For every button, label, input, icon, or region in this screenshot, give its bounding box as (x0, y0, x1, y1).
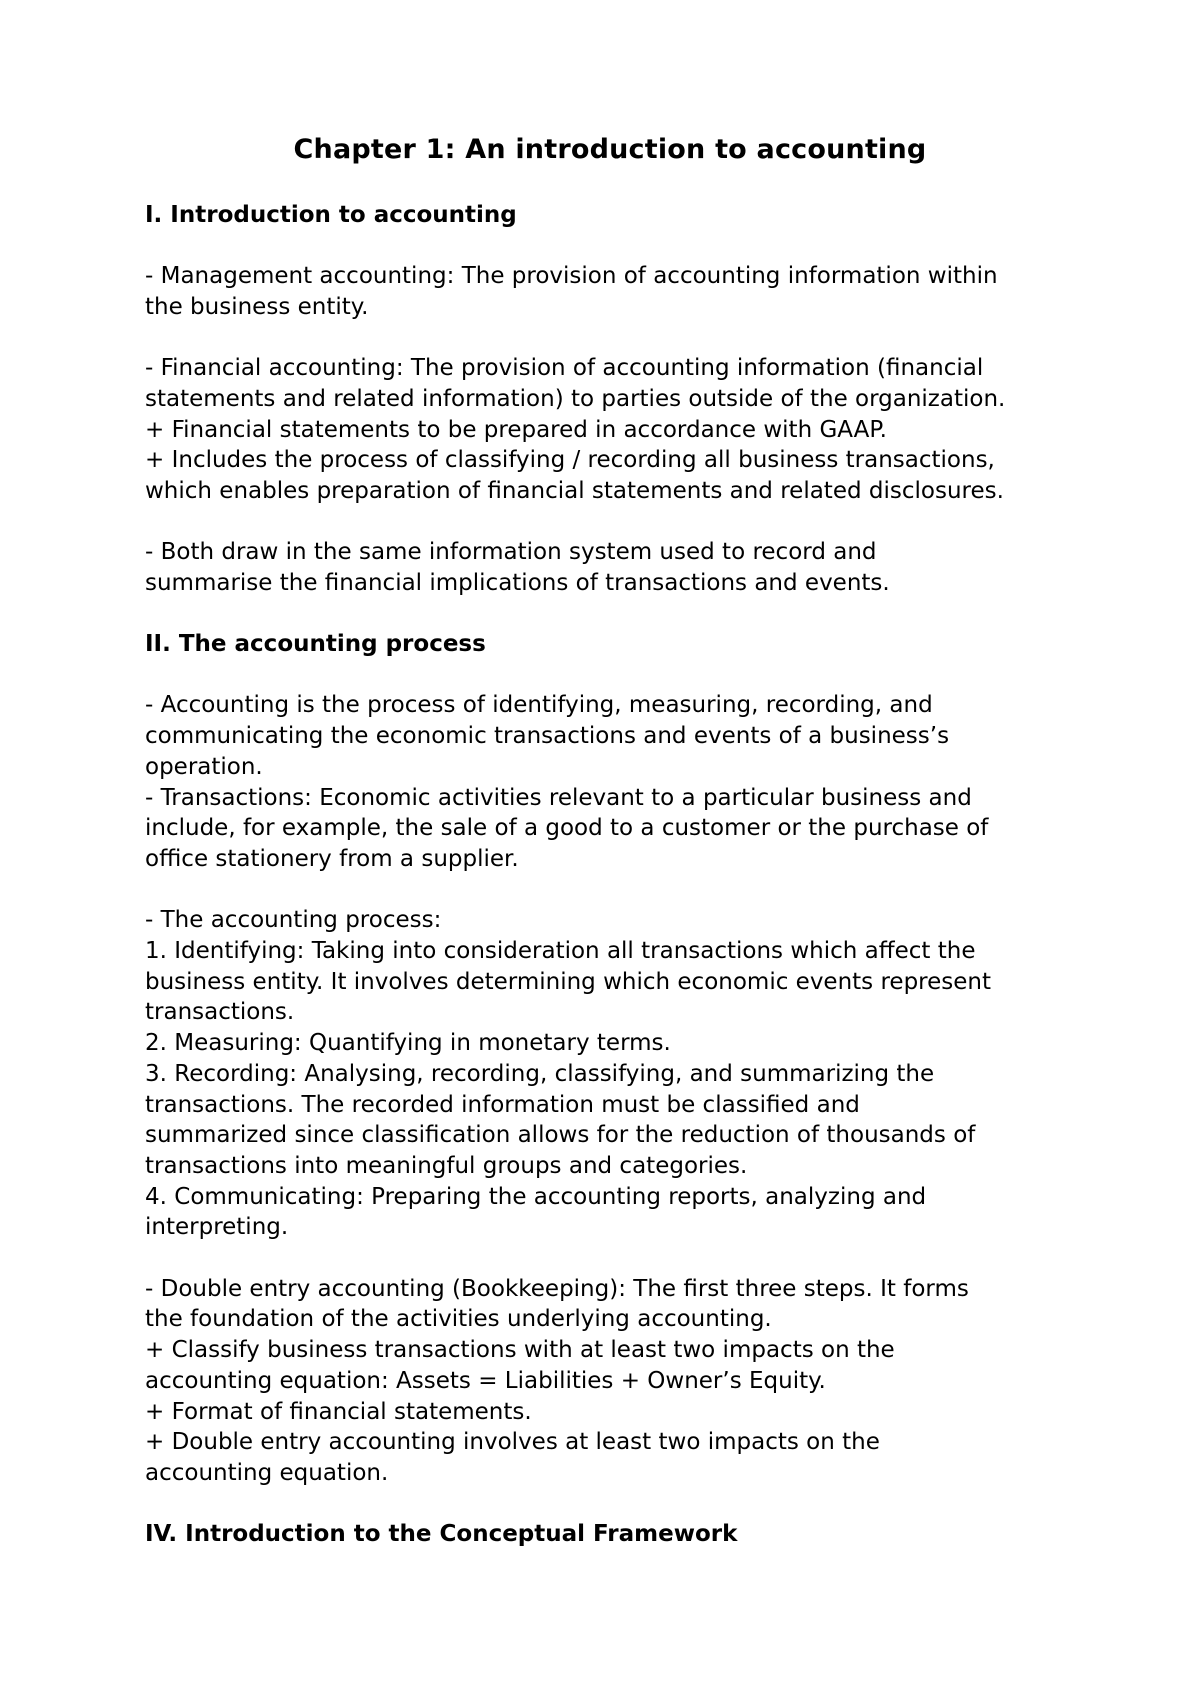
text-line: summarise the financial implications of transactions and events. (145, 570, 890, 596)
text-line: transactions. The recorded information must be classified and (145, 1091, 860, 1118)
paragraph (145, 690, 1075, 874)
text-line: the foundation of the activities underlying accounting. (145, 1306, 772, 1333)
text-line: - Transactions: Economic activities relevant to a particular business and (145, 784, 972, 811)
document-page (145, 132, 1075, 1580)
text-line: transactions into meaningful groups and categories. (145, 1152, 748, 1179)
text-line: 1. Identifying: Taking into consideration all transactions which affect the (145, 938, 976, 964)
text-line: 3. Recording: Analysing, recording, classifying, and summarizing the (145, 1060, 935, 1087)
text-line: 4. Communicating: Preparing the accounting reports, analyzing and (145, 1183, 927, 1210)
paragraph (145, 1274, 1075, 1489)
text-line: 2. Measuring: Quantifying in monetary terms. (145, 1030, 671, 1057)
text-line: - Double entry accounting (Bookkeeping): The first three steps. It forms (145, 1275, 969, 1302)
text-line: office stationery from a supplier. (145, 845, 519, 872)
section-heading: IV. Introduction to the Conceptual Framework (145, 1521, 738, 1548)
text-line: transactions. (145, 999, 295, 1026)
section-heading: II. The accounting process (145, 631, 486, 658)
text-line: the business entity. (145, 293, 369, 320)
text-line: + Includes the process of classifying / recording all business transactions, (145, 447, 995, 474)
text-line: + Double entry accounting involves at least two impacts on the (145, 1429, 880, 1456)
text-line: statements and related information) to parties outside of the organization. (145, 385, 1006, 412)
paragraph (145, 905, 1075, 1243)
text-line: - Both draw in the same information system used to record and (145, 539, 877, 566)
text-line: which enables preparation of financial statements and related disclosures. (145, 477, 1004, 504)
text-line: include, for example, the sale of a good to a customer or the purchase of (145, 815, 989, 842)
text-line: business entity. It involves determining which economic events represent (145, 968, 992, 995)
paragraph (145, 261, 1075, 322)
text-line: interpreting. (145, 1214, 289, 1241)
text-line: communicating the economic transactions and events of a business’s (145, 723, 950, 750)
text-line: summarized since classification allows for the reduction of thousands of (145, 1122, 976, 1149)
text-line: + Format of financial statements. (145, 1398, 532, 1425)
text-line: accounting equation: Assets = Liabilities + Owner’s Equity. (145, 1367, 826, 1394)
paragraph (145, 537, 1075, 598)
page-title: Chapter 1: An introduction to accounting (293, 134, 927, 165)
text-line: operation. (145, 753, 263, 780)
text-line: - The accounting process: (145, 907, 442, 934)
section-heading: I. Introduction to accounting (145, 202, 517, 228)
text-line: - Accounting is the process of identifying, measuring, recording, and (145, 692, 933, 719)
text-line: + Financial statements to be prepared in accordance with GAAP. (145, 416, 887, 443)
paragraph (145, 353, 1075, 507)
text-line: - Financial accounting: The provision of accounting information (financial (145, 355, 984, 382)
text-line: accounting equation. (145, 1459, 389, 1486)
text-line: - Management accounting: The provision of accounting information within (145, 263, 998, 289)
text-line: + Classify business transactions with at least two impacts on the (145, 1337, 895, 1364)
